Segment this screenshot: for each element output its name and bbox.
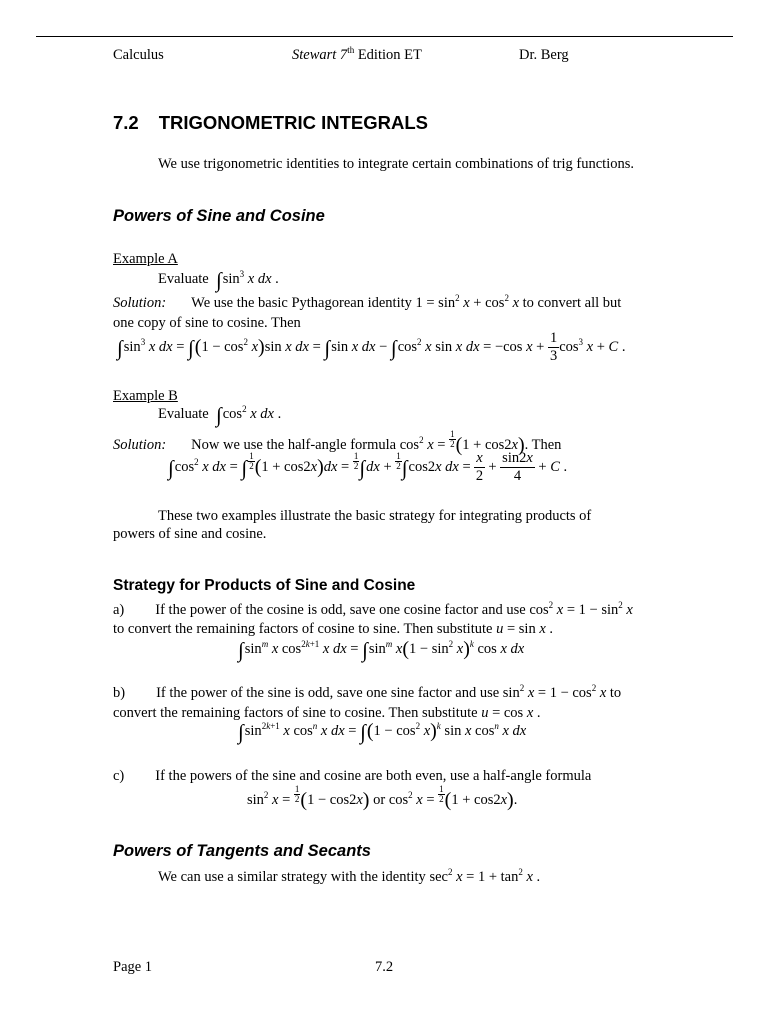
section-title-text: TRIGONOMETRIC INTEGRALS [158, 112, 428, 133]
strategy-a-formula: $\int\sin^m$ x $\cos^{2k+1} x$ dx = $\int\sin^m$ $x(1 - \sin^2 x)^k$ cos x dx [238, 638, 525, 662]
strategy-c-line1 [113, 768, 591, 785]
strategy-b-line1 [113, 685, 621, 702]
substitution-u-sin: u = sin x . [496, 621, 554, 637]
example-b-derivation: $\int\cos^2$ x dx = ∫ $\frac{1}{2}$ (1 + cos2x)dx = $\frac{1}{2}$ ∫dx + $\frac{1}{2}$ ∫cos2x dx = $\frac{x}{2}$ + $\frac{\sin 2x}{4}$ + C . [168, 450, 568, 484]
header-rule [36, 36, 733, 37]
section-title [113, 112, 428, 134]
footer-section: 7.2 [375, 959, 394, 975]
pythagorean-identity: $1 = \sin^2 x + \cos^2 x$ [415, 293, 519, 311]
strategy-b-text2: convert the remaining factors of sine to cosine. Then substitute [113, 705, 478, 721]
header-book-suffix: Edition ET [354, 47, 422, 63]
example-a-solution-line2: one copy of sine to cosine. Then [113, 315, 301, 331]
strategy-a-text2: to convert the remaining factors of cosine to sine. Then substitute [113, 621, 493, 637]
example-b-evaluate: Evaluate [158, 406, 209, 422]
header-book-sup: th [347, 45, 355, 55]
example-a-evaluate: Evaluate [158, 271, 209, 287]
example-a-derivation: $\int\sin^3$ x dx = $\int(1 - \cos^2 x)\sin$ x dx = ∫sin x dx − $\int\cos^2$ x sin x dx = −cos x + $\frac{1}{3}$ $\cos^3 x + C$ . [117, 330, 626, 364]
half-angle-formula: $\cos^2 x$ = $\frac{1}{2}$ (1 + cos2x) [399, 429, 525, 456]
strategy-c-formulas: $\sin^2 x$ = $\frac{1}{2}$ (1 − cos2x) or $\cos^2 x$ = $\frac{1}{2}$ (1 + cos2x). [247, 784, 518, 811]
section-number: 7.2 [113, 112, 139, 133]
strategy-b-formula: $\int\sin^{2k+1}$ x $\cos^n x$ dx = $\int(1 - \cos^2 x)^k$ sin x $\cos^n x$ dx [238, 720, 527, 744]
example-a-solution-label: Solution: [113, 295, 167, 311]
example-a-problem [158, 268, 279, 293]
example-a-solution-line1 [113, 295, 621, 312]
summary-line2: powers of sine and cosine. [113, 526, 267, 542]
heading-strategy: Strategy for Products of Sine and Cosine [113, 577, 416, 594]
example-b-solution-text2: . Then [524, 437, 562, 453]
strategy-a-line1 [113, 602, 633, 619]
strategy-c-marker: c) [113, 768, 125, 784]
substitution-u-cos: u = cos x . [481, 705, 541, 721]
header-course: Calculus [113, 47, 164, 63]
heading-tangents-secants: Powers of Tangents and Secants [113, 842, 371, 860]
tangents-secants-text [158, 869, 540, 886]
footer-page: Page 1 [113, 959, 153, 975]
identity-cos-squared: $\cos^2 x = 1 - \sin^2 x$ [529, 600, 633, 618]
strategy-b-text1: If the power of the sine is odd, save one sine factor and use [156, 685, 500, 701]
example-b-label: Example B [113, 388, 178, 404]
heading-powers-sine-cosine: Powers of Sine and Cosine [113, 207, 325, 225]
tangents-secants-text-body: We can use a similar strategy with the identity [158, 869, 426, 885]
section-intro: We use trigonometric identities to integrate certain combinations of trig functions. [158, 156, 634, 172]
example-a-label: Example A [113, 251, 178, 267]
strategy-c-text1: If the powers of the sine and cosine are both even, use a half-angle formula [155, 768, 592, 784]
example-b-solution-text1: Now we use the half-angle formula [191, 437, 397, 453]
example-a-solution-text2: to convert all but [522, 295, 622, 311]
header-author: Dr. Berg [519, 47, 569, 63]
header-book-prefix: Stewart 7 [292, 47, 348, 63]
summary-line1: These two examples illustrate the basic strategy for integrating products of [158, 508, 592, 524]
identity-sin-squared: $\sin^2 x = 1 - \cos^2 x$ [502, 683, 607, 701]
strategy-a-text1: If the power of the cosine is odd, save one cosine factor and use [155, 602, 526, 618]
example-b-integral: $\int\cos^2$ x dx . [215, 403, 282, 427]
example-b-solution-label: Solution: [113, 437, 167, 453]
strategy-c-or: or [373, 792, 386, 808]
example-b-problem [158, 403, 281, 428]
strategy-b-marker: b) [113, 685, 126, 701]
example-a-integral: $\int\sin^3$ x dx . [215, 268, 279, 292]
header-book [292, 47, 422, 64]
strategy-b-text1-end: to [609, 685, 622, 701]
strategy-a-marker: a) [113, 602, 125, 618]
example-a-solution-text1: We use the basic Pythagorean identity [191, 295, 412, 311]
identity-sec-squared: $\sec^2 x = 1 + \tan^2 x$ . [429, 867, 541, 885]
strategy-a-line2 [113, 621, 553, 638]
